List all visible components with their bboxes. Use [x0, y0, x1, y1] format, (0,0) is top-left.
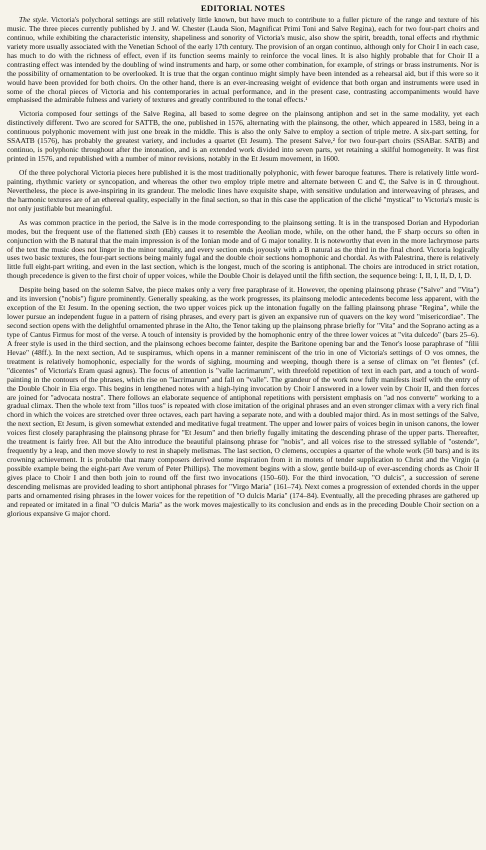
paragraph-polychoral	[7, 169, 479, 214]
paragraph-text: Despite being based on the solemn Salve, the piece makes only a very free paraphrase of it. However, the opening plainsong phrase ("Salve" and "Vita") and its inversion ("nobis") figure prominently. Generally speaking, as the work progresses, its plainsong melodic antecedents become less apparent, with the exception of the Et Jesum. In the opening section, the two upper voices pick up the intonation fugally on the falling plainsong phrase "Regina", while the lower pursue an independent fugue in a pattern of rising phrases, and every part is given an expansive run of quavers on the key word "misericordiae". The second section opens with the delightful ornamented phrase in the Alto, the Tenor taking up the plainsong phrase briefly for "Vita" and the Soprano acting as a type of Cantus Firmus for most of the verse. A touch of intensity is provided by the homophonic entry of the three lower voices at "vita dulcedo" (bars 25–6). A freer style is used in the third section, and the plainsong echoes become fainter, despite the Baritone opening bar and the Tenor's loose paraphrase of "filii Hevae" (48ff.). In the next section, Ad te suspiramus, which opens in a manner reminiscent of the trio in one of Victoria's settings of O vos omnes, the treatment is relatively homophonic, especially for the words of sighing, mourning and weeping, though there is a sense of climax on "et flentes" (cf. "dicentes" of Victoria's Eram quasi agnus). The focus of attention is "valle lacrimarum", with threefold repetition of text in each part, and a touch of word-painting in the contours of the phrases, which rise on "lacrimarum" and fall on "valle". The grandeur of the work now fully manifests itself with the entry of the Double Choir in Eia ergo. This begins in lengthened notes with a high-lying invocation by Choir I answered in a lower vein by Choir II, and then forces are joined for "advocata nostra". There follows an elaborate sequence of antiphonal repetitions with persistent emphasis on "ad nos converte" working to a gradual climax. Then the whole text from "illos tuos" is repeated with close imitation of the original phrases and an even stronger climax with a very rich final chord in which the voices are stretched over three octaves, each part having a separate note, and with a doubled major third. As in most settings of the Salve, the next section, Et Jesum, is given somewhat extended and meditative fugal treatment. The upper and lower pairs of voices begin in unison canons, the lower voices first closely paraphrasing the plainsong phrase for "Et Jesum" and then briefly fugally imitating the descending phrase of the upper parts. Thereafter, the treatment is fairly free. All but the Alto introduce the beautiful plainsong phrase for "nobis", and all voices rise to the stressed syllable of "ostende", frequently by a leap, and then move slowly to rest in shapely melismas. The last section, O clemens, occupies a quarter of the whole work (50 bars) and is its crowning achievement. It is probable that many composers derived some inspiration from it in motets of tender supplication to Christ and the Virgin (a possible example being the eight-part Ave verum of Peter Phillips). The movement begins with a slow, gentle build-up of ever-ascending chords as Choir II gives place to Choir I and then both join to round off the first two invocations (150–60). For the third invocation, "O dulcis", a succession of serene descending melismas are provided leading to short antiphonal phrases for "Virgo Maria" (161–74). Next comes a progression of extended chords in the upper parts and ornamented rising phrases in the lower voices for the repetition of "O dulcis Maria" (174–84). Eventually, all the preceding phrases are gathered up and repeated or imitated in a final "O dulcis Maria" as the work moves majestically to its conclusion and ends as in the preceding Double Choir section on a glorious expansive G major chord.	[7, 285, 479, 518]
paragraph-mode	[7, 219, 479, 282]
paragraph-style	[7, 16, 479, 105]
paragraph-lead: The style.	[19, 15, 49, 24]
paragraph-analysis	[7, 286, 479, 518]
paragraph-text: Victoria composed four settings of the Salve Regina, all based to some degree on the plainsong antiphon and set in the same modality, yet each distinctively different. Two are scored for SATTB, the one, published in 1576, alternating with the plainsong, the other, which appeared in 1583, being in a continuous polyphonic movement with just one break in the middle. This is also the only Salve to employ a section of triple metre. A six-part setting, for SSAATB (1576), has probably the greatest variety, and includes a quartet (Et Jesum). The present Salve,² for two four-part choirs (SSABar. SATB) and continuo, is polyphonic throughout after the intonation, and is an extended work divided into seven parts, yet retaining a skilful homogeneity. It was first printed in 1576, and republished with a number of minor revisions, notably in the Et Jesum movement, in 1600.	[7, 109, 479, 164]
paragraph-text: As was common practice in the period, the Salve is in the mode corresponding to the plainsong setting. It is in the transposed Dorian and Hypodorian modes, but the frequent use of the flattened sixth (Eb) causes it to resemble the Aeolian mode, while, on the other hand, the F sharp occurs so often in conjunction with the B natural that the main impression is of the Ionian mode and of G major tonality. It is noteworthy that even in the more lachrymose parts of the text the music does not linger in the minor tonality, and every section ends joyously with a B natural as the third in the final chord. Victoria logically uses two basic textures, the four-part sections being mainly fugal and the double choir sections homophonic and chordal. As with Palestrina, there is relatively little full eight-part writing, and even in the last section, which is the longest, much of the scoring is antiphonal. The choirs are introduced in strict rotation, though precedence is given to the first choir of upper voices, while the Double Choir is delayed until the fifth section, the sequence being: I, II, I, II, D, I, D.	[7, 217, 479, 281]
paragraph-text: Of the three polychoral Victoria pieces here published it is the most traditionally polyphonic, with fewer baroque features. There is relatively little word-painting, rhythmic variety or syncopation, and whereas the other two employ triple metre and alternate between C and ₵, the Salve is in ₵ throughout. Nevertheless, the piece is awe-inspiring in its grandeur. The melodic lines have exquisite shape, with sensitive undulation and interweaving of phrases, and the harmonic textures are of an ethereal quality, especially in the final section, so that in this case the application of the cliché "mystical" to Victoria's music is not only justifiable but meaningful.	[7, 168, 479, 213]
paragraph-text: Victoria's polychoral settings are still relatively little known, but have much to contribute to a fuller picture of the range and texture of his music. The three pieces currently published by J. and W. Chester (Lauda Sion, Magnificat Primi Toni and Salve Regina), each for two four-part choirs and continuo, while exhibiting the characteristic intensity, shapeliness and sonority of Victoria's music, also show the spirit, breadth, tonal effects and rhythmic variety more usually associated with the Venetian School of the early 17th century. The provision of an organ continuo, although only for Choir I in each case, has much to do with the richness of effect, even if its function seems mainly to reinforce the vocal lines. It is also highly probable that for Choir II a contrasting effect was intended by the doubling of wind instruments and harp, or some other combination, for example, of strings or brass instruments. Nor is the possibility of ornamentation to be overlooked. It is true that the organ continuo might simply have been intended as a rehearsal aid, but if this were so it would have been provided for both choirs. On the other hand, there is an ever-increasing weight of evidence that both organ and instruments were used in some of the choral pieces of Victoria and his contemporaries in actual performance, and in the present case, contrasting accompaniments would have emphasised the admirable fulness and variety of textures and greatly contributed to the tonal effects.¹	[7, 15, 479, 105]
page-title: EDITORIAL NOTES	[200, 3, 286, 13]
paragraph-salve-settings	[7, 110, 479, 164]
